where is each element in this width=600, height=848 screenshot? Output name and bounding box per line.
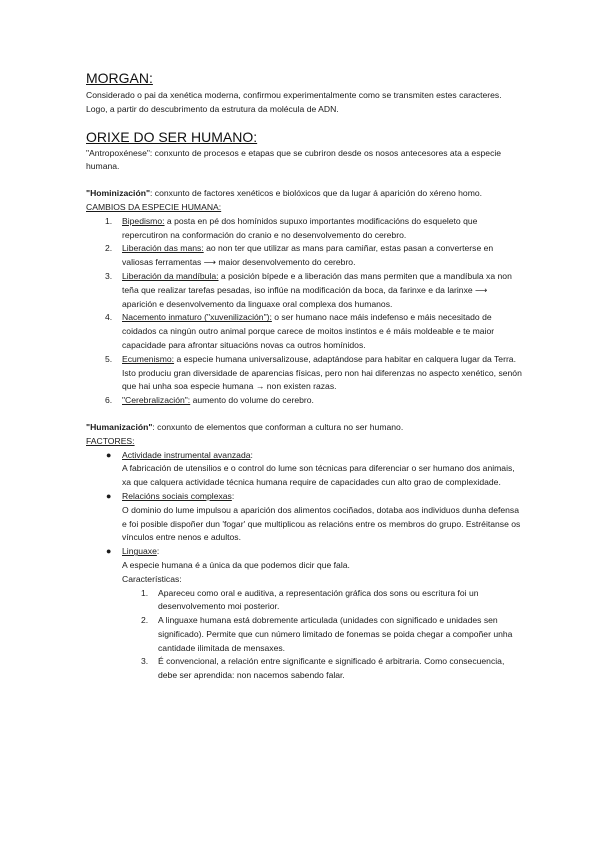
list-item: [86, 242, 524, 270]
bullet-icon: ●: [106, 546, 112, 557]
item-term: Liberación das mans:: [122, 243, 204, 254]
cambios-heading: CAMBIOS DA ESPECIE HUMANA:: [86, 201, 222, 212]
factor-colon: :: [156, 546, 160, 557]
list-item: [86, 215, 524, 243]
humanizacion-paragraph: [86, 421, 524, 435]
caracteristicas-heading: Características:: [122, 573, 182, 584]
humanizacion-definition: : conxunto de elementos que conforman a cultura no ser humano.: [152, 421, 404, 432]
factor-text: A fabricación de utensilios e o control do lume son técnicas para diferenciar o ser humano dos animais, xa que calquera actividade técnica humana require de capacidades cun alto grao de complexidade.: [122, 463, 515, 488]
antropoxenese-paragraph: "Antropoxénese": conxunto de procesos e etapas que se cubriron desde os nosos antecesores ata a especie humana.: [86, 147, 502, 172]
item-number: 2.: [105, 243, 113, 254]
item-text: o ser humano nace máis indefenso e máis necesitado de coidados ca ningún outro animal porque carece de moitos instintos e é máis moldeable e te maior capacidade para afrontar situacións novas ca outros homínidos.: [122, 312, 495, 350]
bullet-icon: ●: [106, 490, 112, 501]
factor-text: O dominio do lume impulsou a aparición dos alimentos cociñados, dotaba aos individuos dunha defensa e foi posible dispoñer dun 'fogar' que multiplicou as relacións entre os membros do grupo. Estréitanse os vínculos entre nenos e adultos.: [122, 504, 521, 543]
item-text: a posta en pé dos homínidos supuxo importantes modificacións do esqueleto que repercutiron na conformación do cranio e no desenvolvemento do cerebro.: [122, 215, 478, 240]
bullet-icon: ●: [106, 449, 112, 460]
item-number: 3.: [141, 656, 149, 667]
factor-term: Linguaxe: [122, 546, 157, 557]
cambios-list: [86, 215, 524, 408]
factor-term: Actividade instrumental avanzada: [122, 449, 251, 460]
list-item: [86, 449, 524, 490]
item-number: 3.: [105, 270, 113, 281]
list-item: [86, 353, 524, 394]
list-item: [122, 614, 524, 655]
item-number: 2.: [141, 615, 149, 626]
list-item: [86, 490, 524, 545]
factores-list: [86, 449, 524, 684]
factor-colon: :: [250, 449, 253, 460]
factor-term: Relacións sociais complexas: [122, 490, 232, 501]
factor-colon: :: [231, 490, 235, 501]
document-page: [86, 70, 524, 683]
item-term: Nacemento inmaturo ("xuvenilización"):: [122, 312, 272, 323]
list-item: [86, 270, 524, 311]
hominizacion-term: "Hominización": [86, 188, 151, 199]
item-text: Apareceu como oral e auditiva, a representación gráfica dos sons ou escritura foi un desenvolvemento moi posterior.: [158, 587, 479, 612]
item-term: "Cerebralización":: [122, 395, 191, 406]
factores-heading: FACTORES:: [86, 435, 135, 446]
list-item: [86, 545, 524, 683]
item-term: Bipedismo:: [122, 215, 165, 226]
factor-text: A especie humana é a única da que podemos dicir que fala.: [122, 559, 350, 570]
item-text: aumento do volume do cerebro.: [190, 395, 314, 406]
item-text: A linguaxe humana está dobremente articulada (unidades con significado e unidades sen significado). Permite que cun número limitado de fonemas se poida chegar a compoñer unha cantidade ilimitada de mensaxes.: [158, 615, 513, 653]
item-number: 4.: [105, 312, 113, 323]
item-text: ao non ter que utilizar as mans para camiñar, estas pasan a converterse en valiosas ferramentas ⟶ maior desenvolvemento do cerebro.: [122, 243, 494, 268]
origin-heading: ORIXE DO SER HUMANO:: [86, 128, 258, 145]
item-number: 6.: [105, 395, 113, 406]
list-item: [122, 655, 524, 683]
morgan-paragraph: Considerado o pai da xenética moderna, confirmou experimentalmente como se transmiten estes caracteres. Logo, a partir do descubrimento da estrutura da molécula de ADN.: [86, 90, 502, 114]
item-text: a especie humana universalizouse, adaptándose para habitar en calquera lugar da Terra. Isto produciu gran diversidade de aparencias físicas, pero non hai diferenzas no aspecto xenético, senón que hai unha soa especie humana → non existen razas.: [122, 353, 522, 392]
humanizacion-term: "Humanización": [86, 421, 153, 432]
morgan-heading: MORGAN:: [86, 70, 153, 86]
list-item: [122, 587, 524, 615]
hominizacion-paragraph: [86, 187, 524, 201]
hominizacion-definition: : conxunto de factores xenéticos e biolóxicos que da lugar á aparición do xéreno homo.: [150, 188, 483, 199]
item-term: Liberación da mandíbula:: [122, 270, 219, 281]
item-number: 1.: [105, 215, 113, 226]
item-number: 5.: [105, 353, 113, 364]
item-number: 1.: [141, 587, 149, 598]
list-item: [86, 311, 524, 352]
item-term: Ecumenismo:: [122, 353, 175, 364]
list-item: [86, 394, 524, 408]
caracteristicas-list: [122, 587, 524, 684]
item-text: É convencional, a relación entre significante e significado é arbitraria. Como consecuencia, debe ser aprendida: non nacemos sabendo falar.: [158, 656, 505, 681]
item-text: a posición bípede e a liberación das mans permiten que a mandíbula xa non teña que realizar tarefas pesadas, iso inflúe na modificación da boca, da farinxe e da larinxe ⟶ aparición e desenvolvemento da linguaxe oral complexa dos humanos.: [122, 270, 512, 309]
